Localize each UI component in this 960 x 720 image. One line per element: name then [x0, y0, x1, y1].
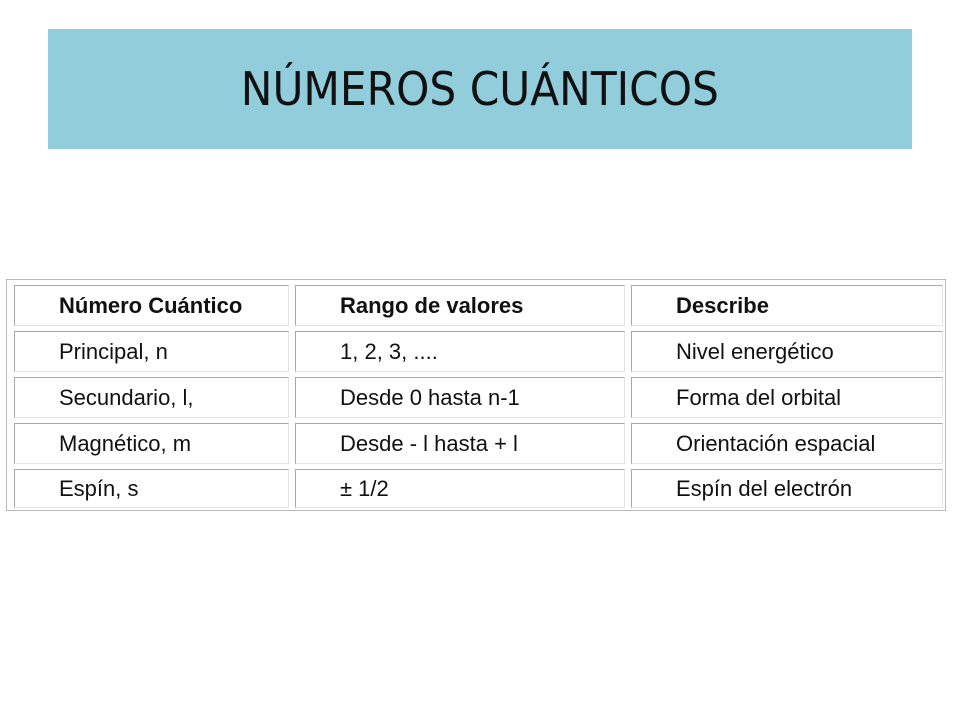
- table-cell: Nivel energético: [631, 331, 943, 372]
- table-cell: Secundario, l,: [14, 377, 289, 418]
- table-cell: Desde 0 hasta n-1: [295, 377, 625, 418]
- table-cell: Principal, n: [14, 331, 289, 372]
- page-title: NÚMEROS CUÁNTICOS: [240, 62, 720, 116]
- table-cell: ± 1/2: [295, 469, 625, 508]
- table-header-cell: Número Cuántico: [14, 285, 289, 326]
- table-cell: Magnético, m: [14, 423, 289, 464]
- table-header-cell: Rango de valores: [295, 285, 625, 326]
- table-cell: Orientación espacial: [631, 423, 943, 464]
- table-header-cell: Describe: [631, 285, 943, 326]
- quantum-numbers-table: [6, 279, 946, 511]
- table-cell: Espín, s: [14, 469, 289, 508]
- title-banner: [48, 29, 912, 149]
- table-cell: Desde - l hasta + l: [295, 423, 625, 464]
- table-cell: Forma del orbital: [631, 377, 943, 418]
- table-cell: Espín del electrón: [631, 469, 943, 508]
- table-cell: 1, 2, 3, ....: [295, 331, 625, 372]
